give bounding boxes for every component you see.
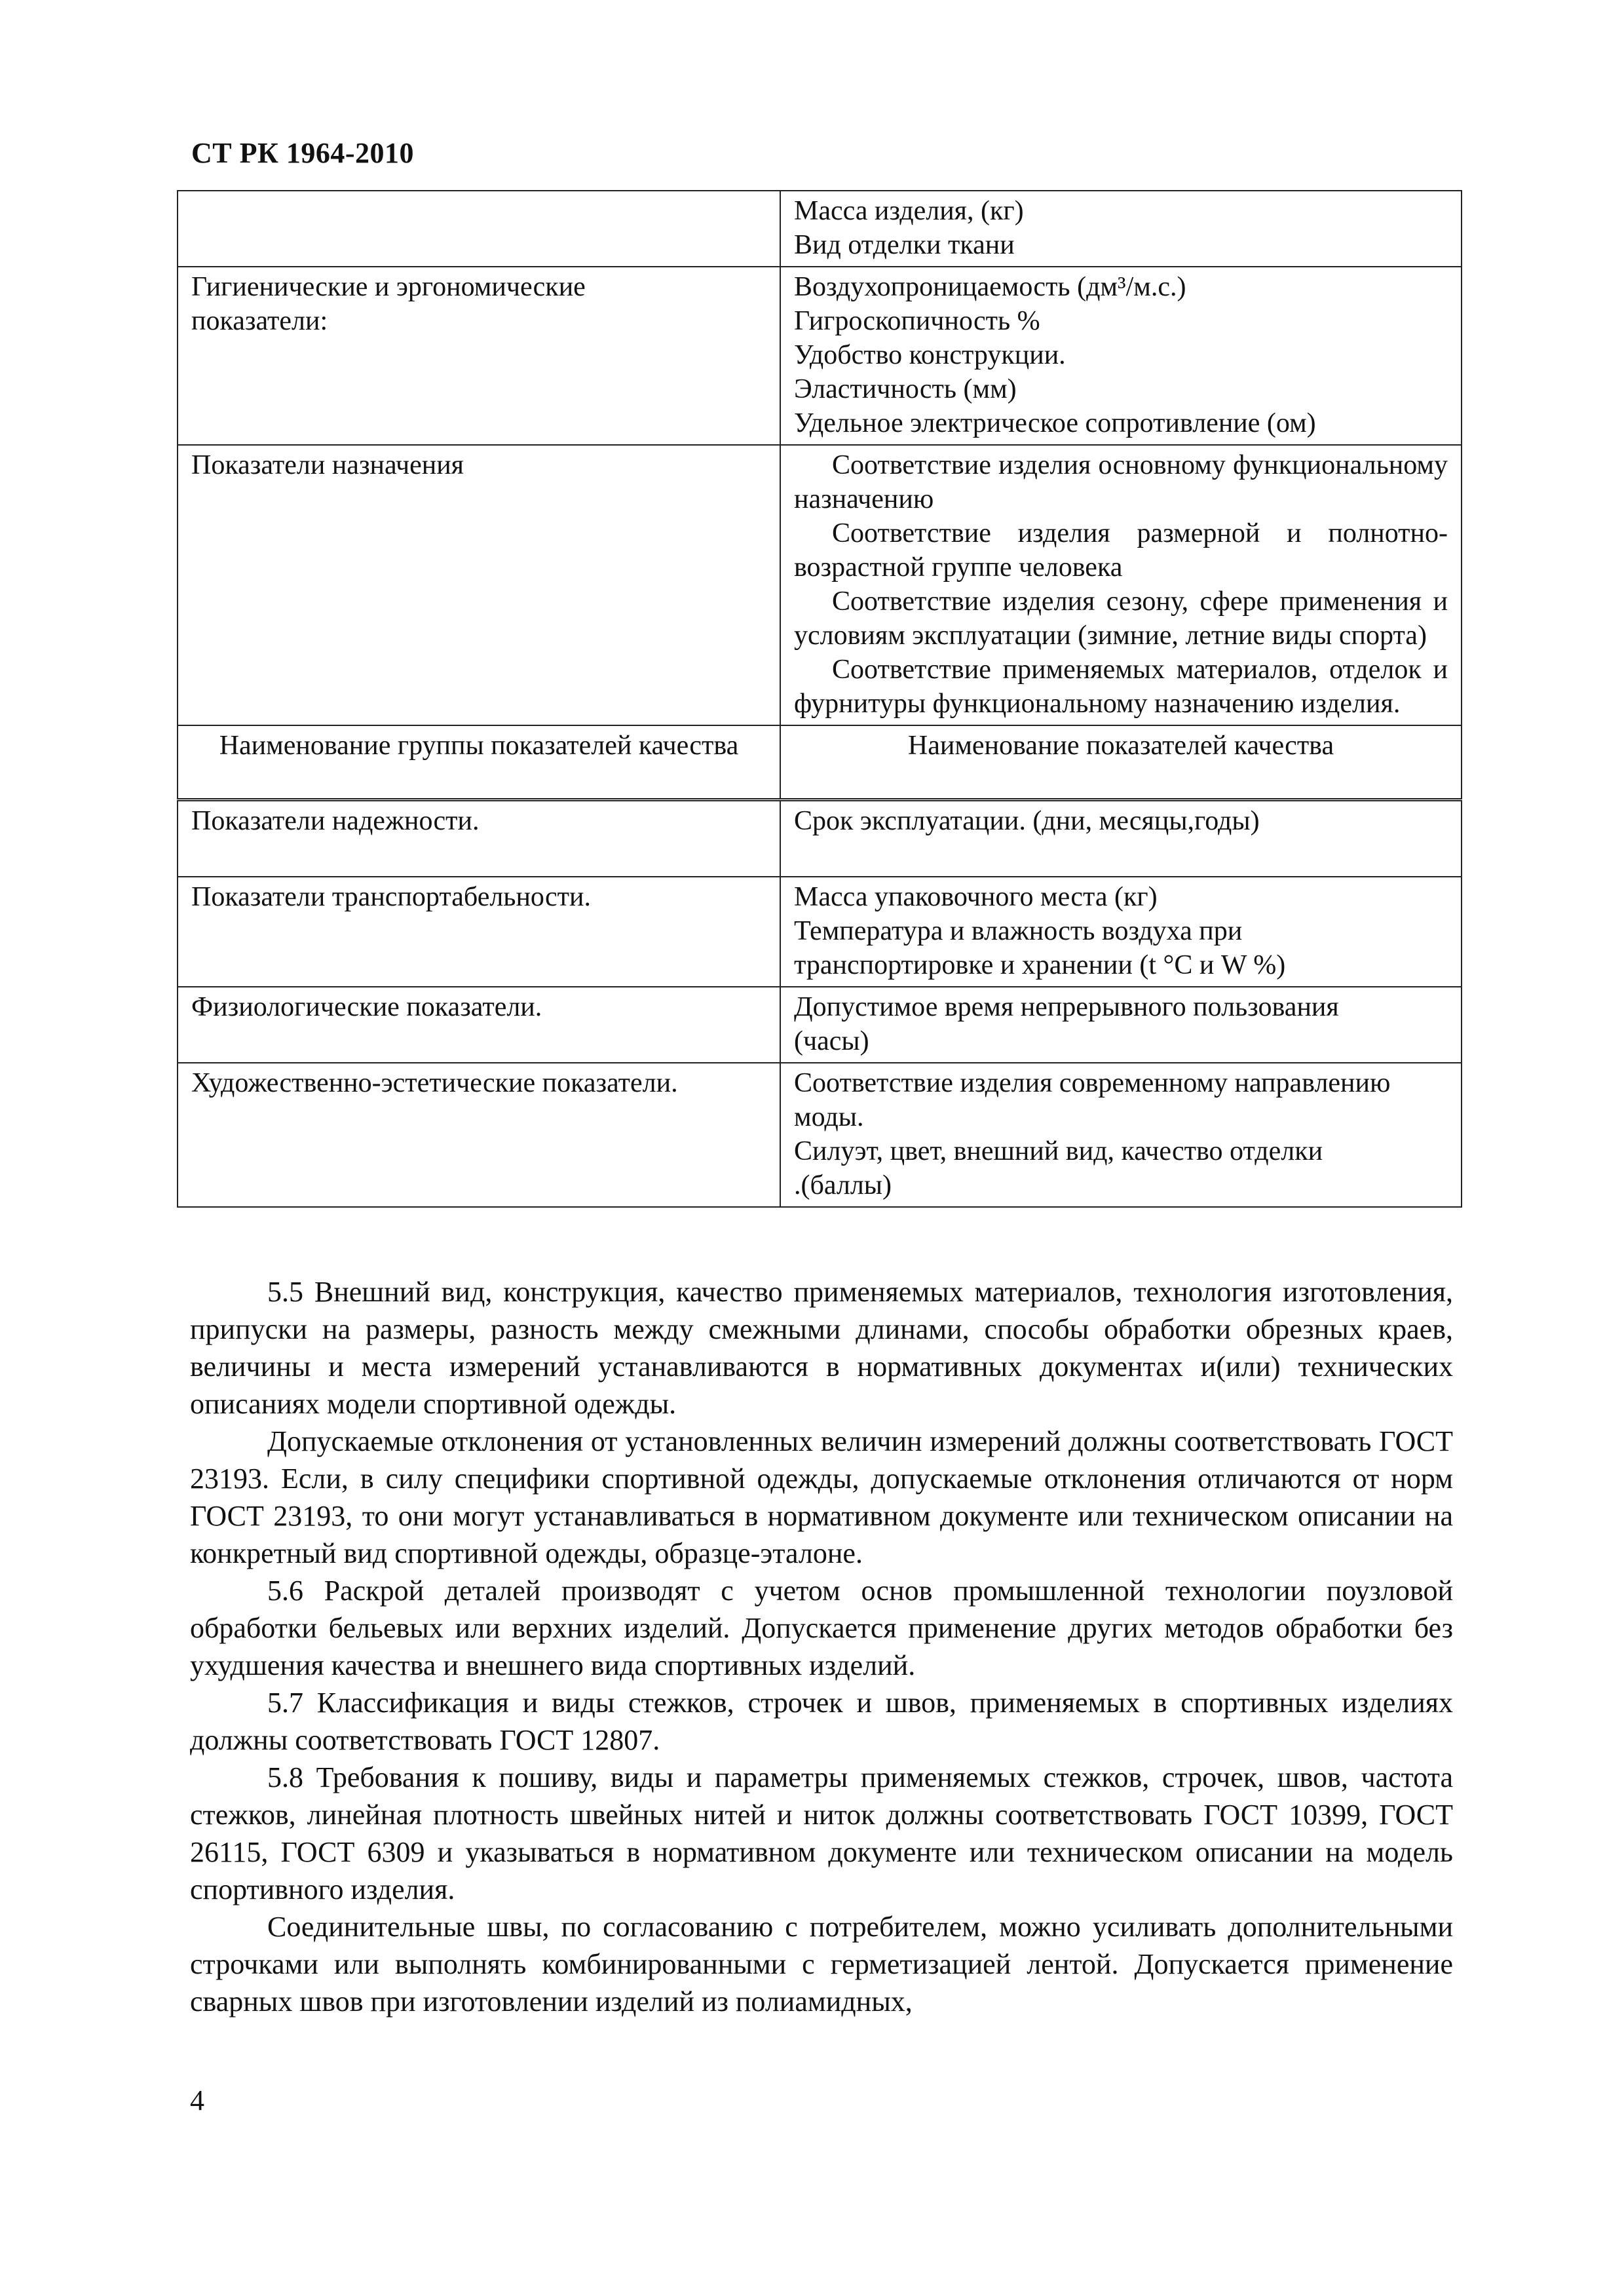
table-row [178,987,1462,1063]
indicator-line: Допустимое время непрерывного пользования [794,992,1339,1022]
table-row [178,1063,1462,1207]
table-header-row [178,725,1462,800]
indicator-line: Вид отделки ткани [794,230,1015,260]
indicator-paragraph: Соответствие применяемых материалов, отделок и фурнитуры функциональному назначению изделия. [794,655,1448,719]
group-cell [178,191,780,267]
indicators-cell [780,445,1462,725]
indicators-cell [780,191,1462,267]
indicators-cell [780,987,1462,1063]
indicator-paragraph: Соответствие изделия основному функциональному назначению [794,450,1448,514]
indicator-line: Масса упаковочного места (кг) [794,882,1158,912]
indicator-line: Температура и влажность воздуха при [794,916,1243,946]
indicator-line: .(баллы) [794,1170,892,1200]
group-cell: Физиологические показатели. [178,987,780,1063]
body-text [190,1273,1453,2020]
indicator-line: транспортировке и хранении (t °С и W %) [794,950,1286,980]
table-row [178,800,1462,877]
indicator-line: Соответствие изделия современному направлению [794,1068,1391,1098]
group-name-line: Гигиенические и эргономические [191,272,586,302]
group-cell: Показатели транспортабельности. [178,877,780,987]
quality-indicators-table [177,190,1462,1208]
paragraph-5-5: 5.5 Внешний вид, конструкция, качество применяемых материалов, технология изготовления, припуски на размеры, разность между смежными длинами, способы обработки обрезных краев, величины и места измерений устанавливаются в нормативных документах и(или) технических описаниях модели спортивной одежды. [190,1276,1453,1420]
paragraph-5-7: 5.7 Классификация и виды стежков, строчек и швов, применяемых в спортивных изделиях должны соответствовать ГОСТ 12807. [190,1687,1453,1756]
indicators-cell [780,877,1462,987]
group-cell: Показатели назначения [178,445,780,725]
paragraph-seams: Соединительные швы, по согласованию с потребителем, можно усиливать дополнительными строчками или выполнять комбинированными с герметизацией лентой. Допускается применение сварных швов при изготовлении изделий из полиамидных, [190,1911,1453,2018]
indicator-line: Масса изделия, (кг) [794,196,1024,226]
indicators-cell [780,1063,1462,1207]
table-row [178,191,1462,267]
indicator-line: Воздухопроницаемость (дм³/м.с.) [794,272,1186,302]
table-row [178,267,1462,445]
indicator-line: моды. [794,1102,864,1132]
paragraph-5-6: 5.6 Раскрой деталей производят с учетом основ промышленной технологии поузловой обработки бельевых или верхних изделий. Допускается применение других методов обработки без ухудшения качества и внешнего вида спортивных изделий. [190,1575,1453,1681]
indicators-cell [780,267,1462,445]
table-row [178,877,1462,987]
page-number: 4 [190,2084,204,2116]
indicator-line: Удобство конструкции. [794,340,1066,370]
group-cell: Художественно-эстетические показатели. [178,1063,780,1207]
indicator-line: Эластичность (мм) [794,374,1017,404]
indicator-line: (часы) [794,1026,869,1056]
column-header-indicators: Наименование показателей качества [780,725,1462,800]
column-header-group: Наименование группы показателей качества [178,725,780,800]
group-cell [178,267,780,445]
indicator-paragraph: Соответствие изделия размерной и полнотно-возрастной группе человека [794,518,1448,583]
indicator-line: Гигроскопичность % [794,306,1040,336]
document-header: СТ РК 1964-2010 [191,137,415,169]
indicator-line: Срок эксплуатации. (дни, месяцы,годы) [794,806,1260,836]
indicator-line: Удельное электрическое сопротивление (ом) [794,408,1316,438]
paragraph-deviations: Допускаемые отклонения от установленных величин измерений должны соответствовать ГОСТ 23193. Если, в силу специфики спортивной одежды, допускаемые отклонения отличаются от норм ГОСТ 23193, то они могут устанавливаться в нормативном документе или техническом описании на конкретный вид спортивной одежды, образце-эталоне. [190,1425,1453,1569]
group-cell: Показатели надежности. [178,800,780,877]
paragraph-5-8: 5.8 Требования к пошиву, виды и параметры применяемых стежков, строчек, швов, частота стежков, линейная плотность швейных нитей и ниток должны соответствовать ГОСТ 10399, ГОСТ 26115, ГОСТ 6309 и указываться в нормативном документе или техническом описании на модель спортивного изделия. [190,1761,1453,1905]
indicators-cell [780,800,1462,877]
indicator-line: Силуэт, цвет, внешний вид, качество отделки [794,1136,1323,1166]
table-row [178,445,1462,725]
indicator-paragraph: Соответствие изделия сезону, сфере применения и условиям эксплуатации (зимние, летние виды спорта) [794,586,1448,651]
group-name-line: показатели: [191,306,328,336]
